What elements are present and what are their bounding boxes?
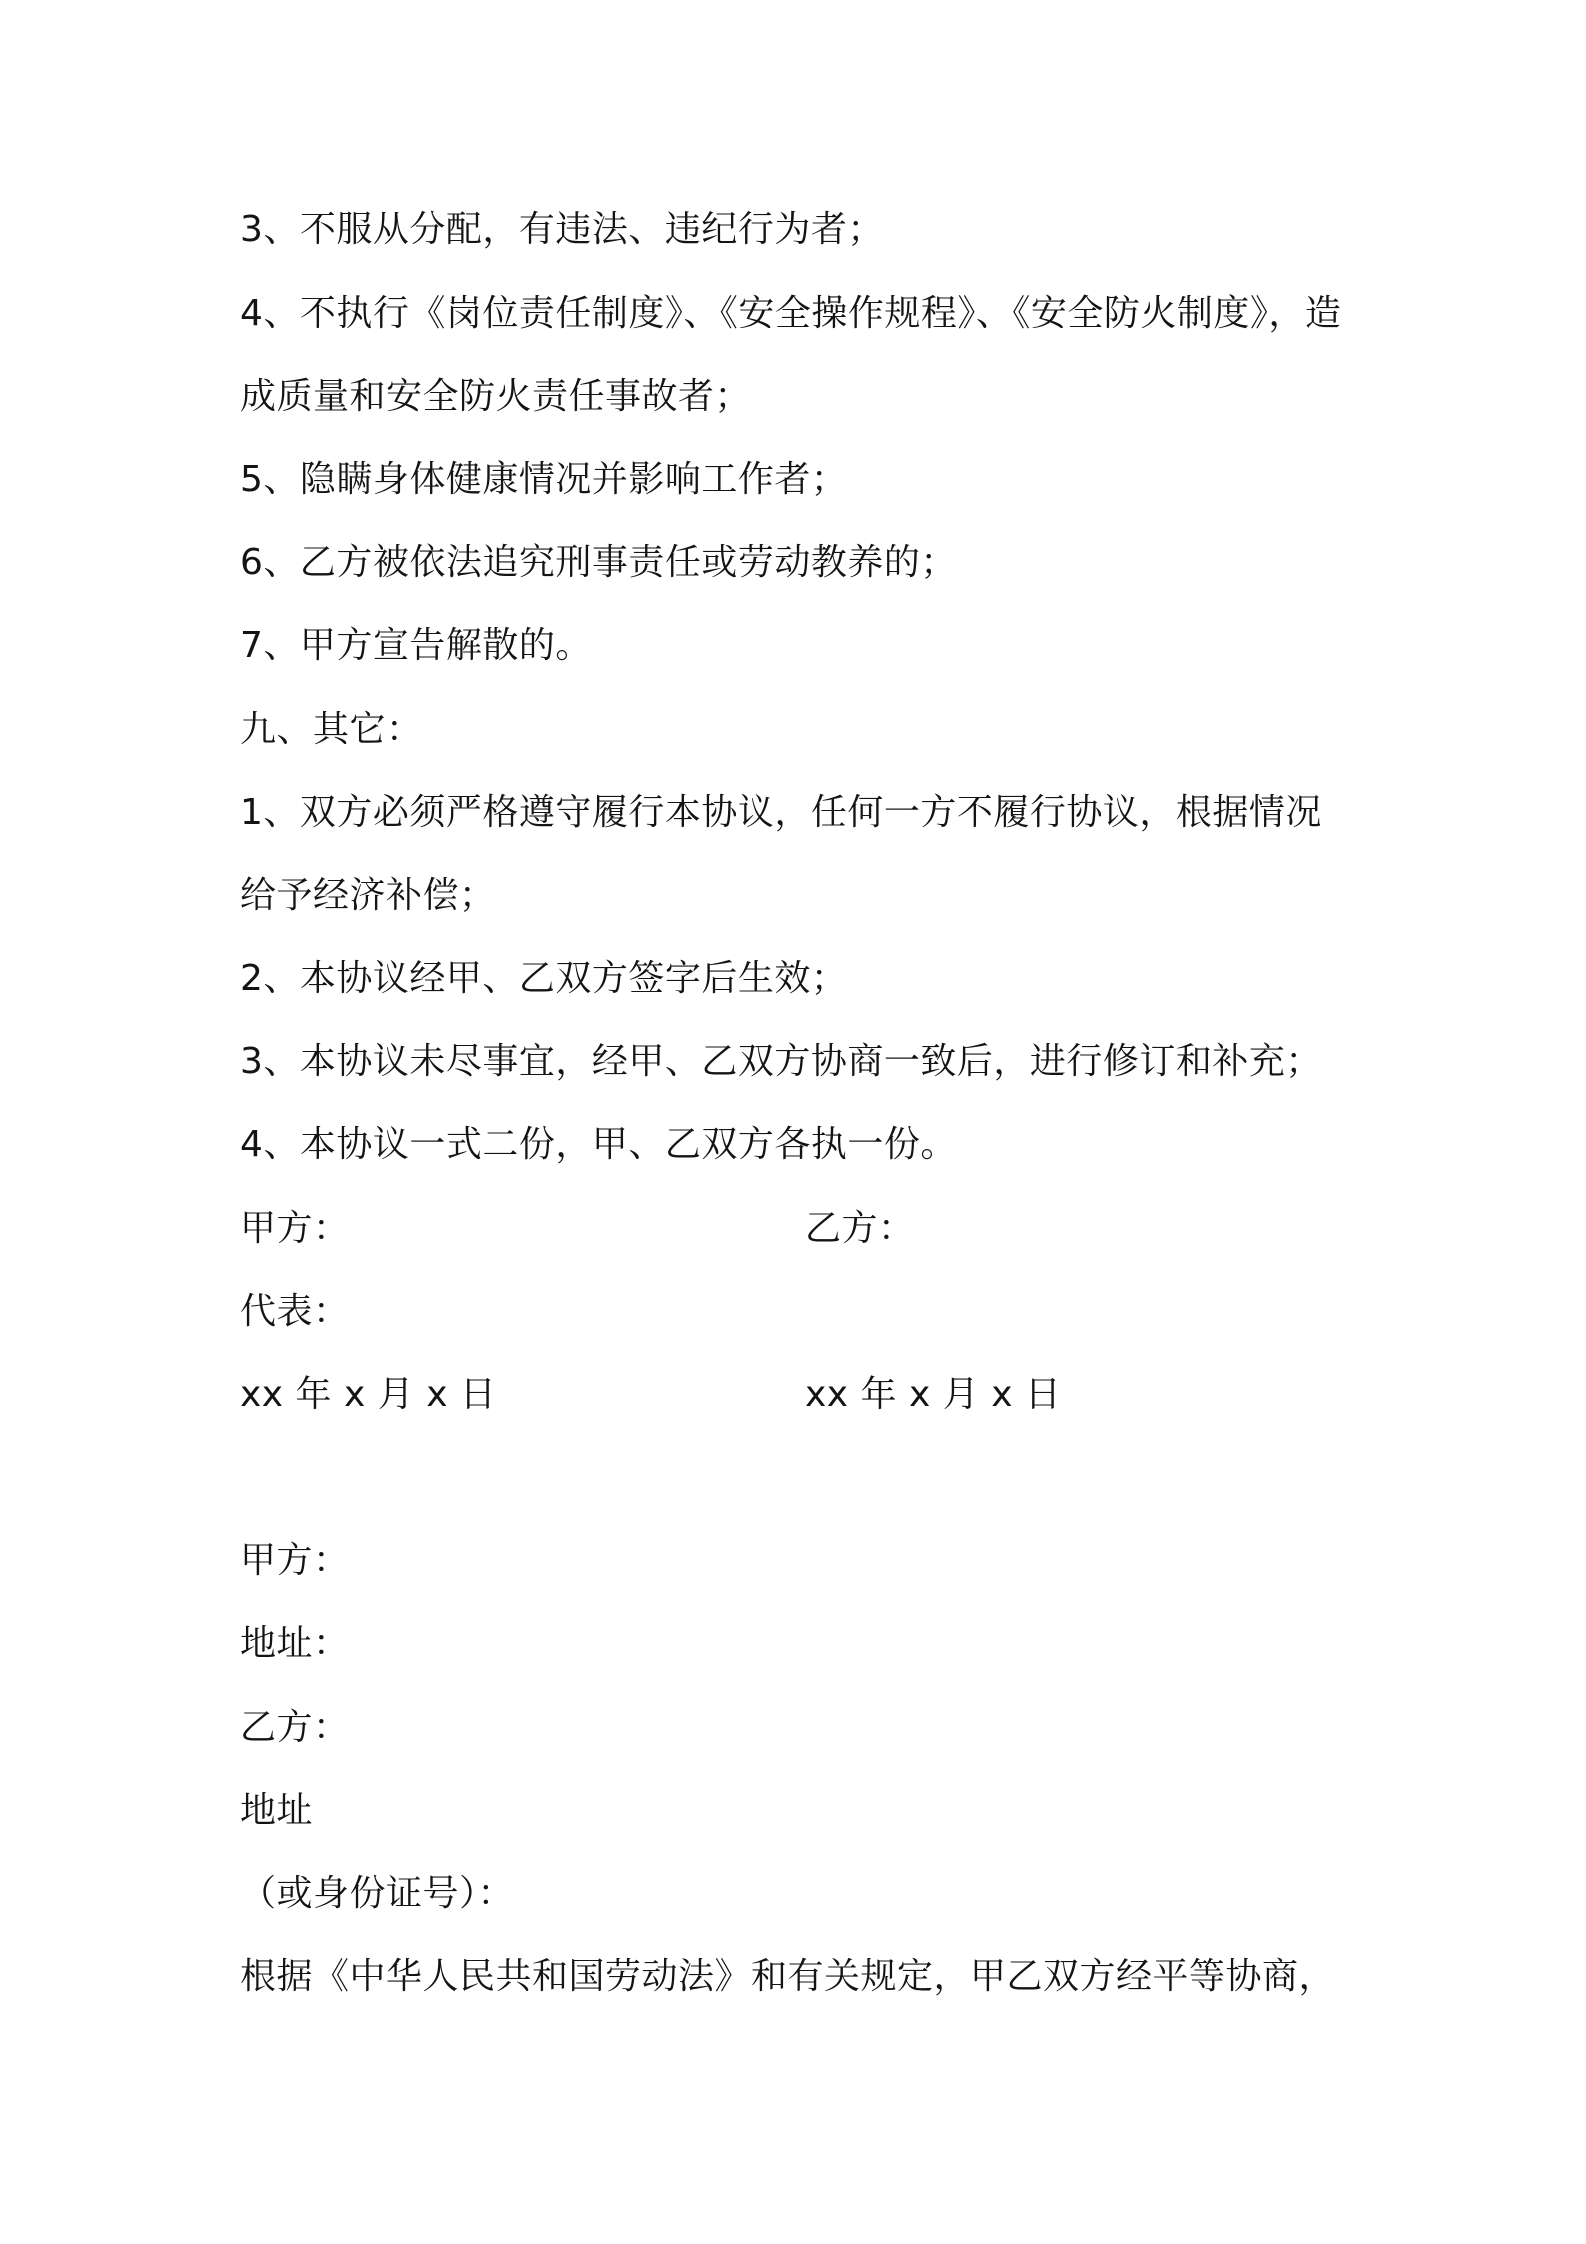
next-party-a-label: 甲方： — [240, 1540, 350, 1581]
clause-line: 给予经济补偿； — [240, 875, 496, 916]
clause-line: 2、本协议经甲、乙双方签字后生效； — [240, 958, 848, 999]
clause-line: 6、乙方被依法追究刑事责任或劳动教养的； — [240, 542, 957, 583]
party-a-signature-label: 甲方： — [240, 1208, 350, 1249]
section-heading: 九、其它： — [240, 709, 423, 750]
clause-line: 3、本协议未尽事宜，经甲、乙双方协商一致后，进行修订和补充； — [240, 1041, 1322, 1082]
id-number-label: （或身份证号）： — [240, 1873, 515, 1914]
clause-line: 4、本协议一式二份，甲、乙双方各执一份。 — [240, 1124, 957, 1165]
contract-intro: 根据《中华人民共和国劳动法》和有关规定，甲乙双方经平等协商， — [240, 1956, 1336, 1997]
clause-line: 4、不执行《岗位责任制度》、《安全操作规程》、《安全防火制度》，造 — [240, 293, 1342, 334]
clause-line: 3、不服从分配，有违法、违纪行为者； — [240, 209, 884, 250]
clause-line: 成质量和安全防火责任事故者； — [240, 376, 752, 417]
next-party-b-label: 乙方： — [240, 1707, 350, 1748]
party-b-date: xx 年 x 月 x 日 — [805, 1374, 1062, 1415]
party-b-signature-label: 乙方： — [805, 1208, 915, 1249]
clause-line: 7、甲方宣告解散的。 — [240, 625, 592, 666]
clause-line: 1、双方必须严格遵守履行本协议，任何一方不履行协议，根据情况 — [240, 792, 1322, 833]
next-address-a-label: 地址： — [240, 1623, 350, 1664]
representative-label: 代表： — [240, 1291, 350, 1332]
clause-line: 5、隐瞒身体健康情况并影响工作者； — [240, 459, 848, 500]
party-a-date: xx 年 x 月 x 日 — [240, 1374, 497, 1415]
next-address-b-label: 地址 — [240, 1790, 314, 1831]
